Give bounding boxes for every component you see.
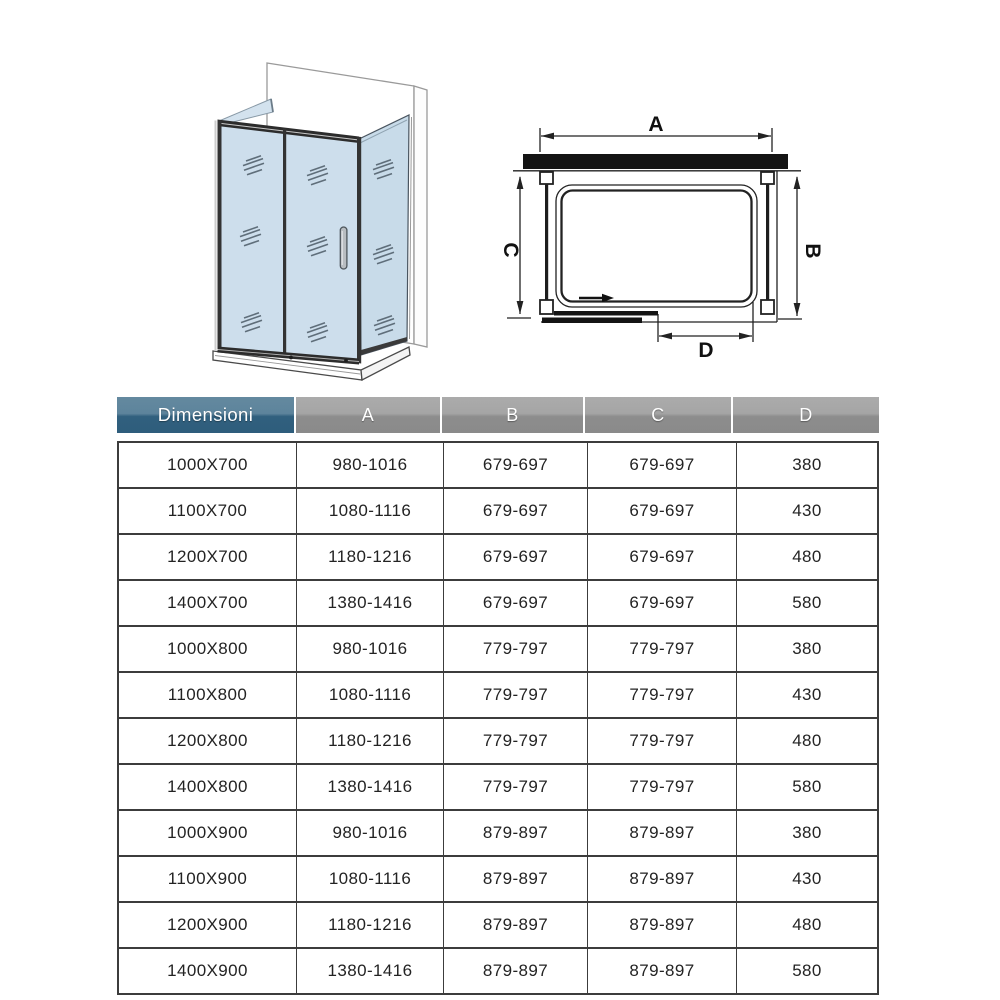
table-cell: 480 <box>792 731 822 750</box>
table-cell: 779-797 <box>588 765 737 809</box>
table-cell: 679-697 <box>444 489 588 533</box>
table-cell: 1400X700 <box>119 581 297 625</box>
table-cell: 679-697 <box>444 443 588 487</box>
table-cell: 879-897 <box>444 949 588 993</box>
table-body <box>117 441 879 995</box>
table-cell: 1100X700 <box>119 489 297 533</box>
table-cell: 380 <box>792 455 822 474</box>
table-row <box>119 581 877 627</box>
left-post <box>218 120 222 352</box>
table-row <box>119 857 877 903</box>
table-cell: 879-897 <box>588 811 737 855</box>
dim-label-a: A <box>648 113 664 136</box>
table-row <box>119 903 877 949</box>
table-row <box>119 811 877 857</box>
table-cell: 1080-1116 <box>297 857 444 901</box>
header-cell-b: B <box>442 397 583 433</box>
table-row <box>119 765 877 811</box>
table-cell: 1000X900 <box>119 811 297 855</box>
dim-label-d: D <box>698 339 714 362</box>
tray-outline-inner <box>562 191 752 302</box>
table-row <box>119 627 877 673</box>
table-row <box>119 443 877 489</box>
table-cell: 879-897 <box>444 903 588 947</box>
table-cell: 1000X800 <box>119 627 297 671</box>
front-door-glass <box>219 122 359 362</box>
door-handle <box>340 227 347 269</box>
table-cell: 480 <box>792 915 822 934</box>
table-cell: 580 <box>792 777 822 796</box>
wall-profile-bracket <box>761 300 774 314</box>
door-guide-dot <box>289 356 293 360</box>
table-cell: 1180-1216 <box>297 535 444 579</box>
table-cell: 679-697 <box>588 581 737 625</box>
header-cell-d: D <box>733 397 879 433</box>
table-cell: 980-1016 <box>297 811 444 855</box>
table-cell: 1200X700 <box>119 535 297 579</box>
table-cell: 980-1016 <box>297 443 444 487</box>
table-cell: 779-797 <box>444 765 588 809</box>
table-cell: 1100X800 <box>119 673 297 717</box>
table-cell: 380 <box>792 823 822 842</box>
dim-label-b: B <box>801 243 824 259</box>
table-cell: 1380-1416 <box>297 949 444 993</box>
table-cell: 380 <box>792 639 822 658</box>
table-cell: 580 <box>792 593 822 612</box>
table-cell: 1400X900 <box>119 949 297 993</box>
table-cell: 1200X800 <box>119 719 297 763</box>
table-cell: 879-897 <box>444 811 588 855</box>
center-divider-post <box>283 129 286 357</box>
table-cell: 1200X900 <box>119 903 297 947</box>
table-cell: 679-697 <box>444 581 588 625</box>
table-cell: 679-697 <box>588 489 737 533</box>
table-row <box>119 949 877 993</box>
header-cell-c: C <box>585 397 731 433</box>
table-cell: 1080-1116 <box>297 673 444 717</box>
wall-bar <box>523 154 788 169</box>
table-cell: 679-697 <box>444 535 588 579</box>
header-cell-a: A <box>296 397 440 433</box>
table-header-row <box>117 397 879 433</box>
table-cell: 980-1016 <box>297 627 444 671</box>
table-cell: 1080-1116 <box>297 489 444 533</box>
dimensions-table <box>117 397 879 995</box>
dim-label-c: C <box>499 242 522 258</box>
table-row <box>119 673 877 719</box>
wall-profile-bracket <box>540 300 553 314</box>
table-cell: 679-697 <box>588 443 737 487</box>
table-cell: 779-797 <box>588 673 737 717</box>
table-cell: 1180-1216 <box>297 719 444 763</box>
table-cell: 1400X800 <box>119 765 297 809</box>
table-cell: 1000X700 <box>119 443 297 487</box>
table-cell: 1380-1416 <box>297 581 444 625</box>
table-row <box>119 489 877 535</box>
wall-profile-bracket <box>540 172 553 184</box>
shower-3d-illustration <box>185 50 445 385</box>
table-cell: 1100X900 <box>119 857 297 901</box>
table-row <box>119 719 877 765</box>
table-cell: 1380-1416 <box>297 765 444 809</box>
table-cell: 879-897 <box>588 857 737 901</box>
table-cell: 779-797 <box>444 719 588 763</box>
tray-outline-outer <box>556 185 757 307</box>
right-corner-post <box>357 137 361 364</box>
table-cell: 879-897 <box>588 903 737 947</box>
table-cell: 879-897 <box>444 857 588 901</box>
table-cell: 1180-1216 <box>297 903 444 947</box>
door-guide-dot <box>344 359 348 363</box>
wall-side-face <box>414 86 427 347</box>
table-cell: 779-797 <box>444 673 588 717</box>
header-cell-dimensioni: Dimensioni <box>117 397 294 433</box>
top-view-dimension-diagram <box>490 100 830 370</box>
table-cell: 679-697 <box>588 535 737 579</box>
plan-glass-panels <box>540 172 774 314</box>
wall-profile-bracket <box>761 172 774 184</box>
table-cell: 430 <box>792 501 822 520</box>
table-cell: 480 <box>792 547 822 566</box>
plan-door-panels <box>542 311 658 323</box>
table-cell: 779-797 <box>588 719 737 763</box>
table-cell: 430 <box>792 869 822 888</box>
table-cell: 430 <box>792 685 822 704</box>
table-cell: 879-897 <box>588 949 737 993</box>
table-cell: 779-797 <box>444 627 588 671</box>
table-cell: 779-797 <box>588 627 737 671</box>
table-cell: 580 <box>792 961 822 980</box>
table-row <box>119 535 877 581</box>
